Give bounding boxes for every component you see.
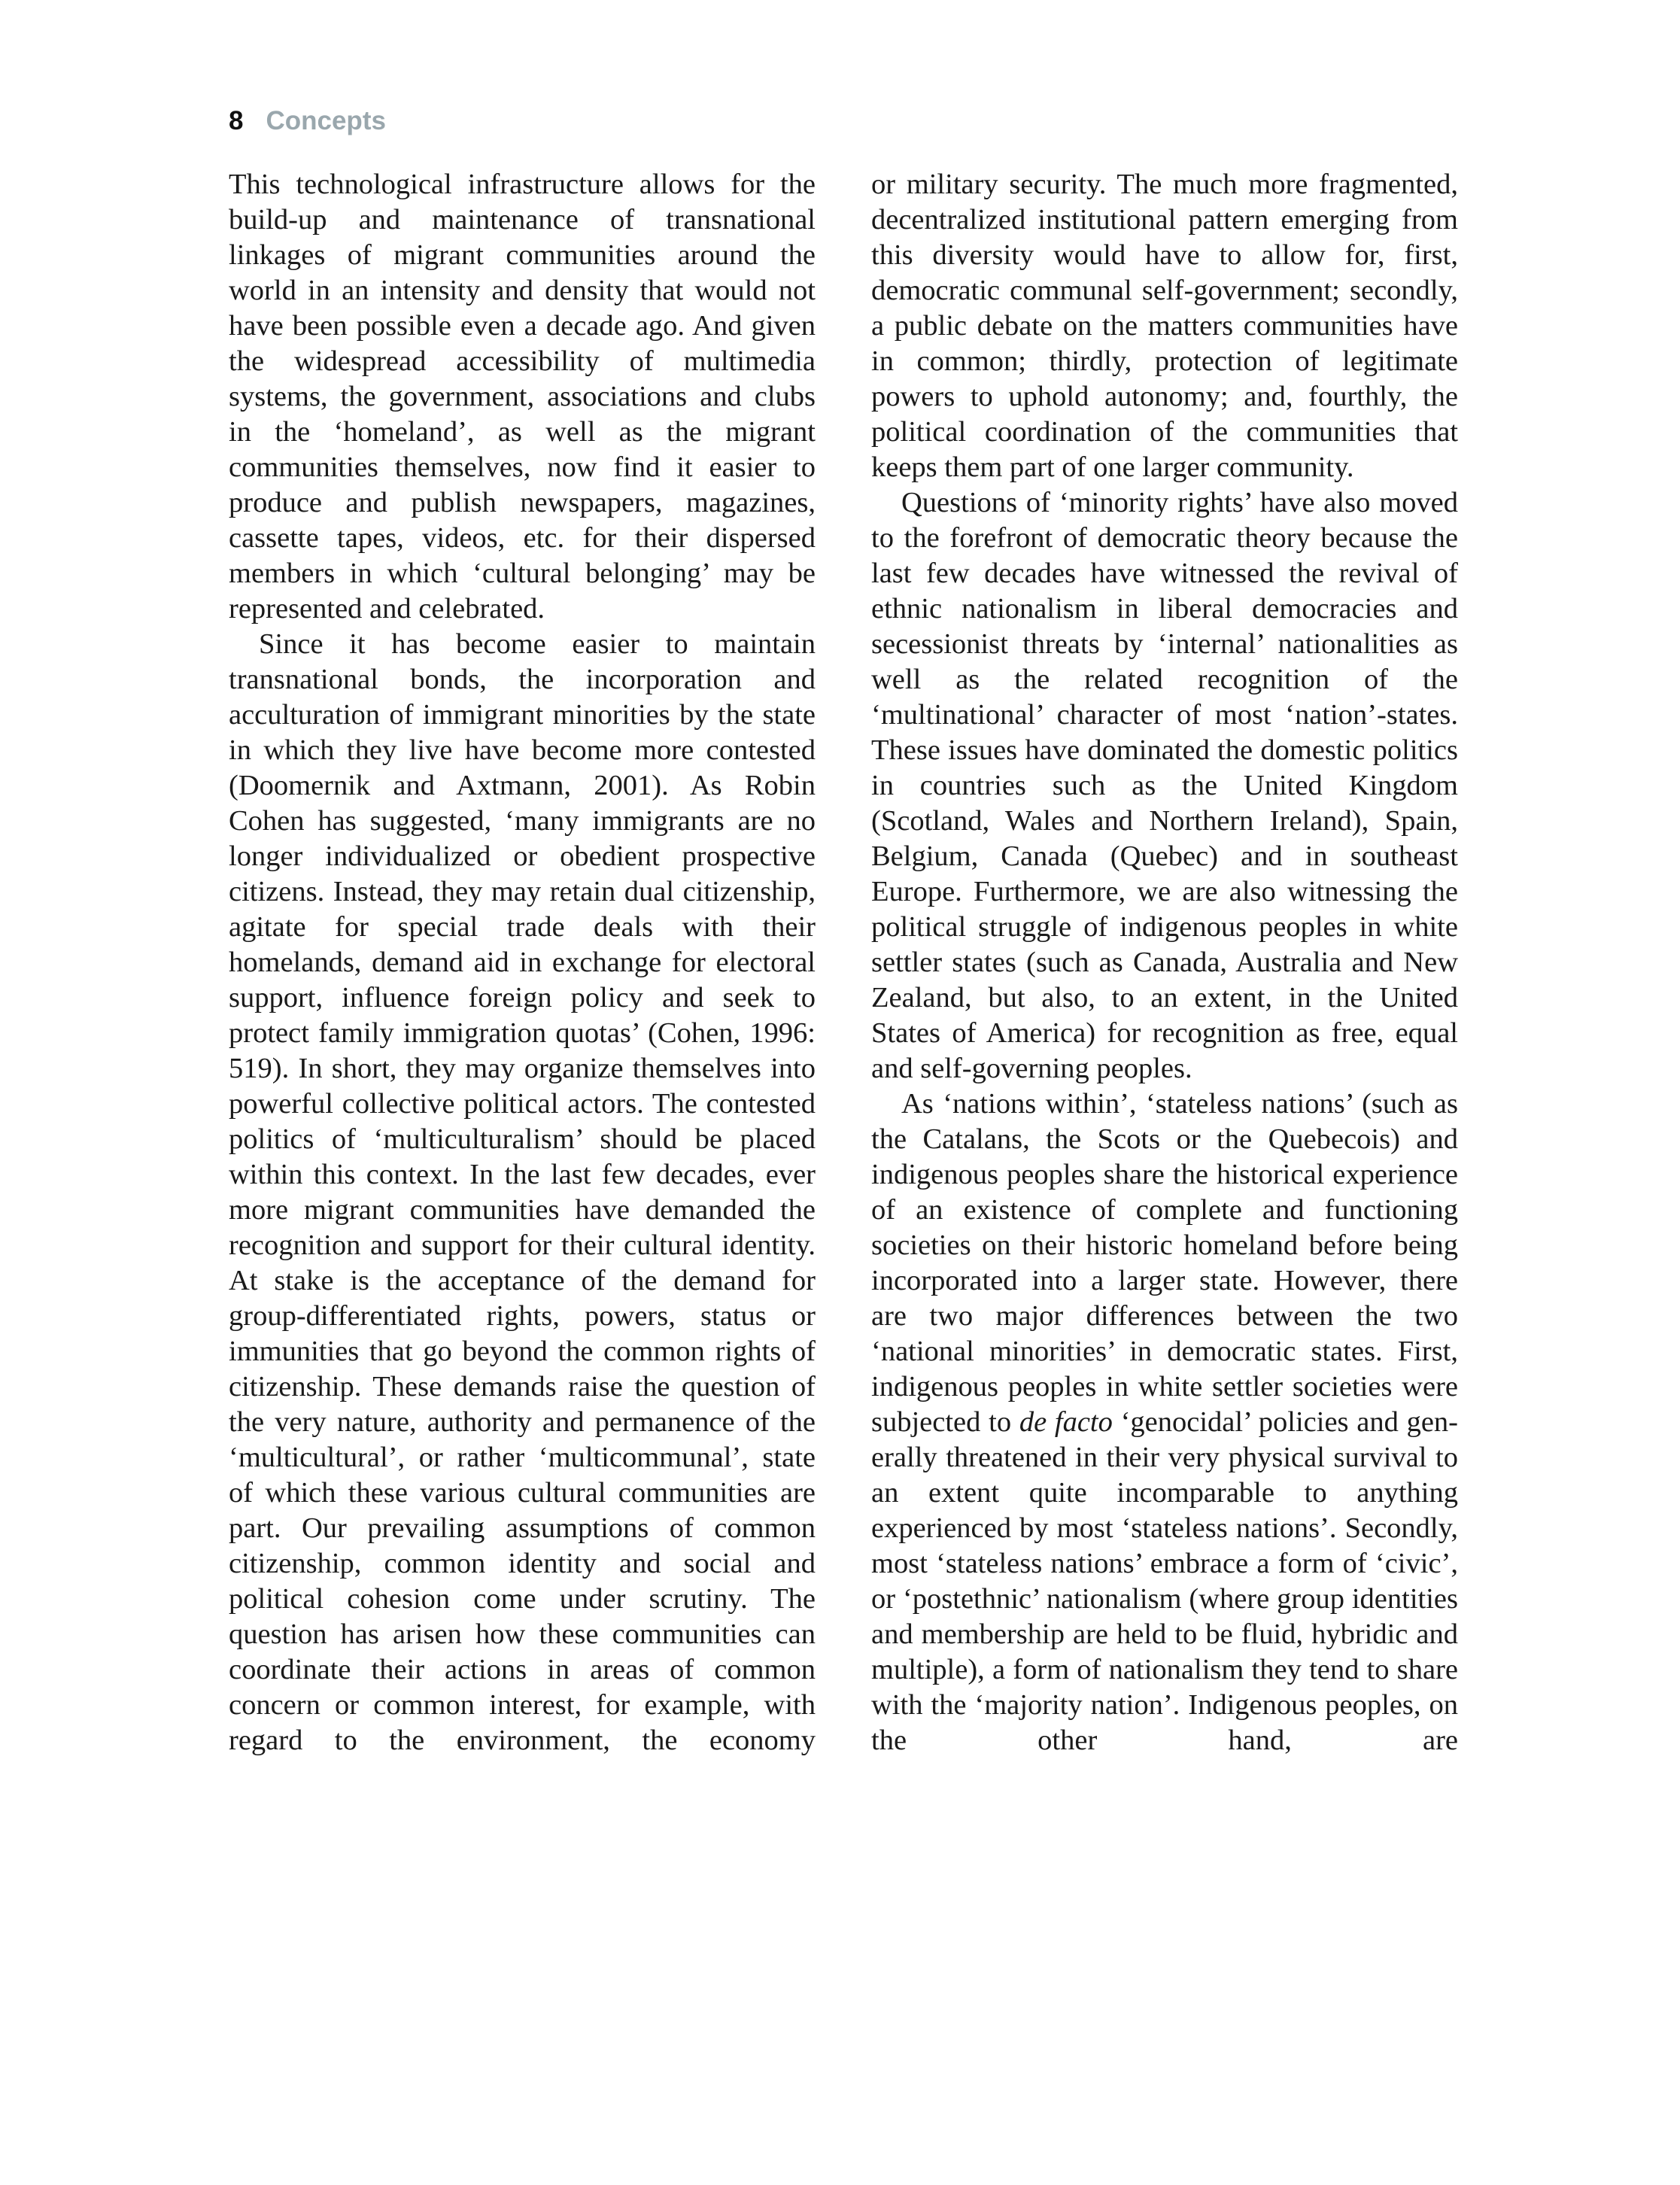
right-paragraph-3-part-2: ‘genocidal’ policies and generally threatened in their very physical survival to an extent quite incomparable to anything experienced by most ‘stateless nations’. Secondly, most ‘stateless nations’ embrace a form of ‘civic’, or ‘postethnic’ nationalism (where group identities and membership are held to be fluid, hybridic and multiple), a form of nationalism they tend to share with the ‘majority nation’. Indigenous peoples, on the other hand, are <box>871 1406 1458 1756</box>
page-number: 8 <box>229 106 244 135</box>
right-column <box>871 167 1458 1758</box>
right-paragraph-3 <box>871 1086 1458 1758</box>
left-paragraph-2: Since it has become easier to maintain transnational bonds, the incorporation and acculturation of immigrant minorities by the state in which they live have become more contested (Doomernik and Axtmann, 2001). As Robin Cohen has suggested, ‘many immigrants are no longer individualized or obedient prospective citizens. Instead, they may retain dual citizenship, agitate for special trade deals with their homelands, demand aid in exchange for electoral support, influence foreign policy and seek to protect family immigration quotas’ (Cohen, 1996: 519). In short, they may organize themselves into powerful collective political actors. The contested politics of ‘multiculturalism’ should be placed within this context. In the last few decades, ever more migrant communities have demanded the recognition and support for their cultural identity. At stake is the acceptance of the demand for group-differentiated rights, powers, status or immunities that go beyond the common rights of citizenship. These demands raise the question of the very nature, authority and permanence of the ‘multicultural’, or rather ‘multicommunal’, state of which these various cultural communities are part. Our prevailing assumptions of common citizenship, common identity and social and political cohesion come under scrutiny. The question has arisen how these communities can coordinate their actions in areas of common concern or common interest, for example, with regard to the environment, the economy <box>229 628 816 1756</box>
italic-de-facto: de facto <box>1019 1406 1113 1438</box>
right-paragraph-2: Questions of ‘minority rights’ have also moved to the forefront of democratic theory because the last few decades have witnessed the revival of ethnic nationalism in liberal democracies and secessionist threats by ‘internal’ nationalities as well as the related recognition of the ‘multinational’ character of most ‘nation’-states. These issues have dominated the domestic politics in countries such as the United Kingdom (Scotland, Wales and Northern Ireland), Spain, Belgium, Canada (Quebec) and in southeast Europe. Furthermore, we are also witnessing the political struggle of indigenous peoples in white settler states (such as Canada, Australia and New Zealand, but also, to an extent, in the United States of America) for recognition as free, equal and self-governing peoples. <box>871 487 1458 1084</box>
section-title: Concepts <box>266 106 386 135</box>
running-head <box>229 102 386 140</box>
left-paragraph-1: This technological infrastructure allows for the build-up and maintenance of transnational linkages of migrant communities around the world in an intensity and density that would not have been possible even a decade ago. And given the widespread accessibility of multimedia systems, the government, associations and clubs in the ‘homeland’, as well as the migrant communities themselves, now find it easier to produce and publish newspapers, magazines, cassette tapes, videos, etc. for their dispersed members in which ‘cultural belonging’ may be represented and celebrated. <box>229 169 816 625</box>
left-column <box>229 167 816 1758</box>
right-paragraph-3-part-1: As ‘nations within’, ‘stateless nations’ (such as the Catalans, the Scots or the Quebecois) and indigenous peoples share the historical experience of an existence of complete and functioning societies on their historic homeland before being incorporated into a larger state. However, there are two major differences between the two ‘national minorities’ in democratic states. First, indigenous peoples in white settler societies were subjected to <box>871 1088 1458 1438</box>
right-paragraph-1: or military security. The much more fragmented, decentralized institutional pattern emerging from this diversity would have to allow for, first, democratic communal self-government; secondly, a public debate on the matters communities have in common; thirdly, protection of legitimate powers to uphold autonomy; and, fourthly, the political coordination of the communities that keeps them part of one larger community. <box>871 169 1458 483</box>
